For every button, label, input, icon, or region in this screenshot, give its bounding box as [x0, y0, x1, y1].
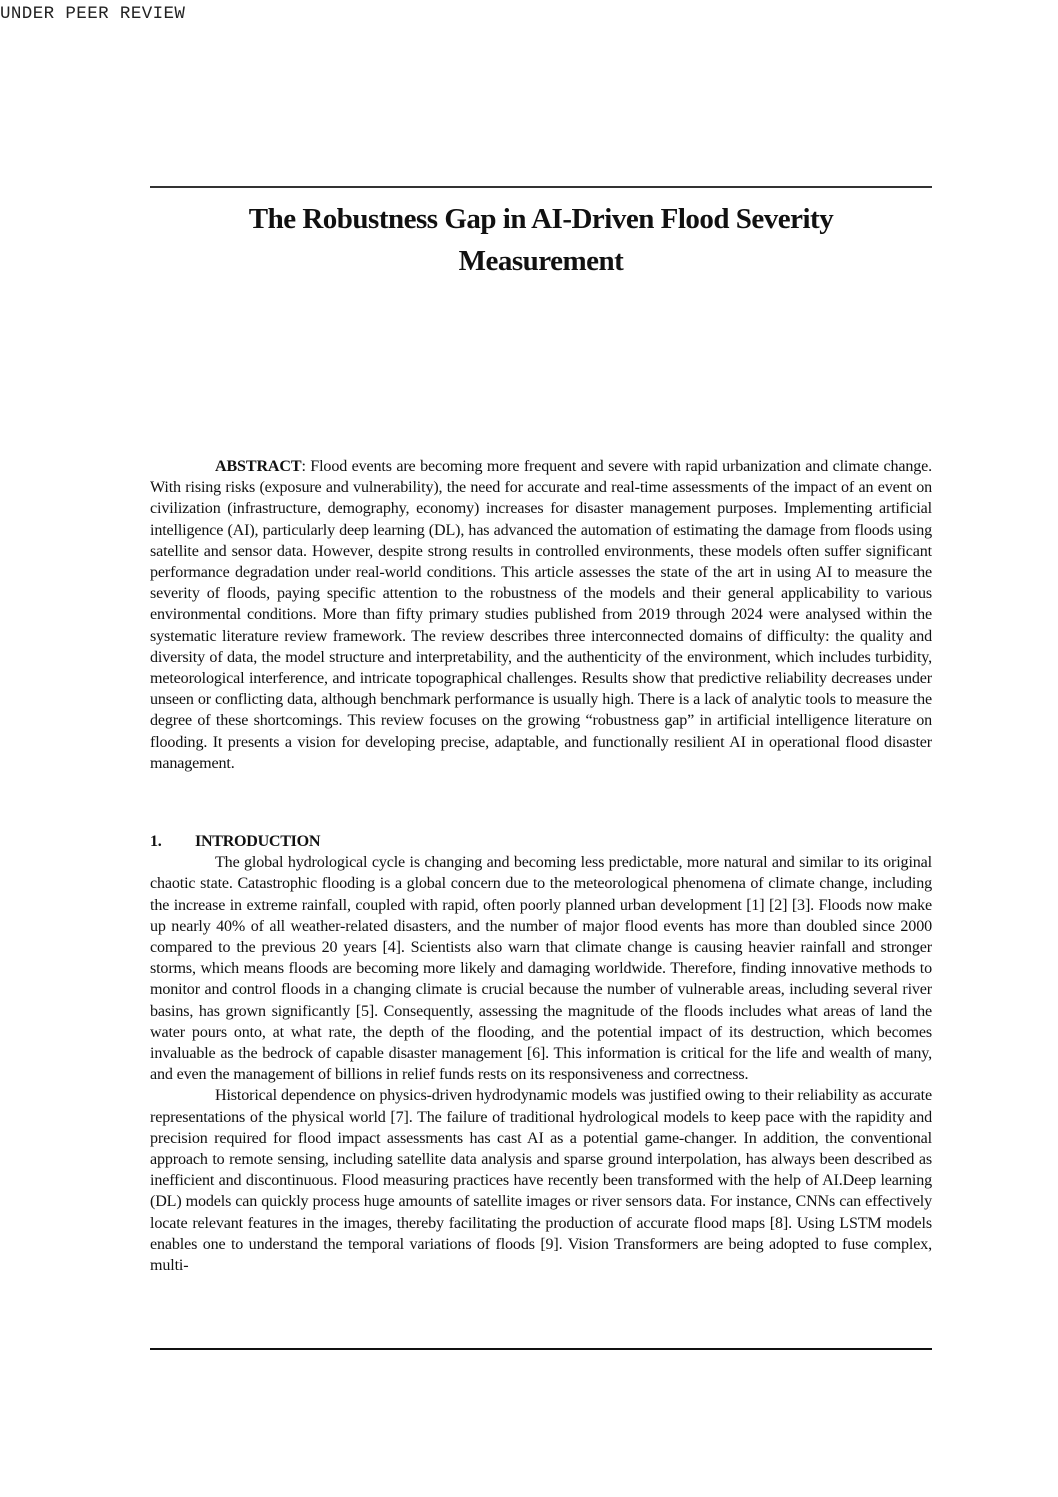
footer-rule — [150, 1348, 932, 1350]
introduction-section — [150, 831, 932, 1276]
paper-title-line-1: The Robustness Gap in AI-Driven Flood Severity — [248, 203, 834, 235]
section-number: 1. — [150, 833, 162, 850]
peer-review-watermark: UNDER PEER REVIEW — [0, 4, 186, 24]
abstract-label: ABSTRACT — [215, 458, 302, 475]
intro-paragraph-1: The global hydrological cycle is changing and becoming less predictable, more natural and similar to its original chaotic state. Catastrophic flooding is a global concern due to the meteorological phenomena of climate change, including the increase in extreme rainfall, coupled with rapid, often poorly planned urban development [1] [2] [3]. Floods now make up nearly 40% of all weather-related disasters, and the number of major flood events has more than doubled since 2000 compared to the previous 20 years [4]. Scientists also warn that climate change is causing heavier rainfall and stronger storms, which means floods are becoming more likely and damaging worldwide. Therefore, finding innovative methods to monitor and control floods in a changing climate is crucial because the number of vulnerable areas, including several river basins, has grown significantly [5]. Consequently, assessing the magnitude of the floods includes what areas of land the water pours onto, at what rate, the depth of the flooding, and the potential impact of its destruction, which becomes invaluable as the bedrock of capable disaster management [6]. This information is critical for the life and wealth of many, and even the management of billions in relief funds rests on its responsiveness and correctness. — [150, 854, 932, 1084]
abstract-text: Flood events are becoming more frequent and severe with rapid urbanization and climate change. With rising risks (exposure and vulnerability), the need for accurate and real-time assessments of the impact of an event on civilization (infrastructure, demography, economy) increases for disaster management purposes. Implementing artificial intelligence (AI), particularly deep learning (DL), has advanced the automation of estimating the damage from floods using satellite and sensor data. However, despite strong results in controlled environments, these models often suffer significant performance degradation under real-world conditions. This article assesses the state of the art in using AI to measure the severity of floods, paying specific attention to the robustness of the models and their general applicability to various environmental conditions. More than fifty primary studies published from 2019 through 2024 were analysed within the systematic literature review framework. The review describes three interconnected domains of difficulty: the quality and diversity of data, the model structure and interpretability, and the authenticity of the environment, which includes turbidity, meteorological interference, and intricate topographical challenges. Results show that predictive reliability decreases under unseen or conflicting data, although benchmark performance is usually high. There is a lack of analytic tools to measure the degree of these shortcomings. This review focuses on the growing “robustness gap” in artificial intelligence literature on flooding. It presents a vision for developing precise, adaptable, and functionally resilient AI in operational flood disaster management. — [150, 458, 932, 772]
abstract-section — [150, 456, 932, 774]
paper-title — [150, 198, 932, 282]
section-title: INTRODUCTION — [195, 833, 321, 850]
abstract-separator: : — [301, 458, 311, 475]
intro-paragraph-2: Historical dependence on physics-driven hydrodynamic models was justified owing to their reliability as accurate representations of the physical world [7]. The failure of traditional hydrological models to keep pace with the rapidity and precision required for flood impact assessments has cast AI as a potential game-changer. In addition, the conventional approach to remote sensing, including satellite data analysis and sparse ground interpolation, has always been described as inefficient and discontinuous. Flood measuring practices have recently been transformed with the help of AI.Deep learning (DL) models can quickly process huge amounts of satellite images or river sensors data. For instance, CNNs can effectively locate relevant features in the images, thereby facilitating the production of accurate flood maps [8]. Using LSTM models enables one to understand the temporal variations of floods [9]. Vision Transformers are being adopted to fuse complex, multi- — [150, 1087, 932, 1275]
section-heading — [150, 831, 932, 852]
abstract-paragraph — [150, 456, 932, 774]
paper-title-line-2: Measurement — [458, 245, 624, 277]
header-rule — [150, 186, 932, 188]
